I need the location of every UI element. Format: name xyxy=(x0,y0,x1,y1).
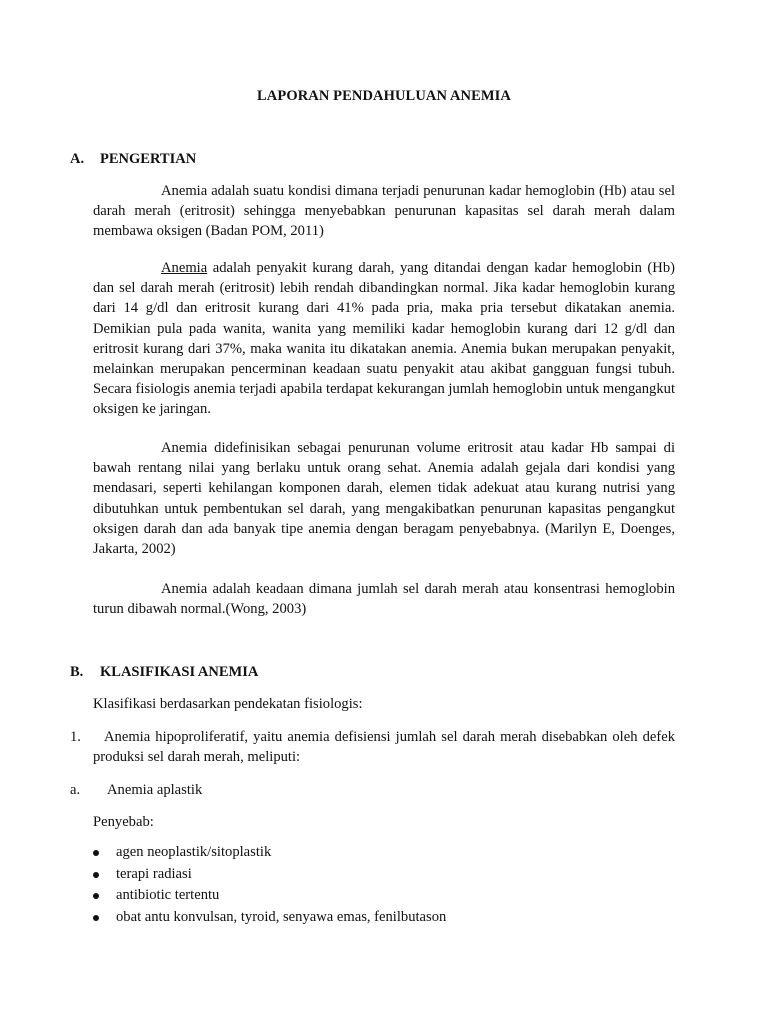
paragraph-text: Anemia adalah suatu kondisi dimana terjadi penurunan kadar hemoglobin (Hb) atau sel darah merah (eritrosit) sehingga menyebabkan penurunan kapasitas sel darah merah dalam membawa oksigen (Badan POM, 2011) xyxy=(93,183,675,240)
list-item-text: agen neoplastik/sitoplastik xyxy=(116,844,272,860)
list-marker: a. xyxy=(70,782,81,798)
paragraph-definition-3 xyxy=(93,438,675,559)
paragraph-text: Anemia adalah keadaan dimana jumlah sel darah merah atau konsentrasi hemoglobin turun dibawah normal.(Wong, 2003) xyxy=(93,581,675,618)
list-item-text: obat antu konvulsan, tyroid, senyawa emas, fenilbutason xyxy=(116,908,447,925)
list-item-text: Anemia hipoproliferatif, yaitu anemia defisiensi jumlah sel darah merah disebabkan oleh defek produksi sel darah merah, meliputi: xyxy=(93,729,675,766)
numbered-item-1 xyxy=(70,727,675,767)
section-a-heading xyxy=(70,151,196,168)
section-b-number: B. xyxy=(70,664,84,680)
bullet-icon xyxy=(93,915,99,921)
list-item-text: Anemia aplastik xyxy=(107,782,203,798)
bullet-icon xyxy=(93,872,99,878)
cause-label: Penyebab: xyxy=(93,814,154,830)
bullet-icon xyxy=(93,893,99,899)
list-marker: 1. xyxy=(70,729,81,745)
underlined-term: Anemia xyxy=(161,260,208,276)
section-b-title: KLASIFIKASI ANEMIA xyxy=(100,664,259,680)
paragraph-definition-4 xyxy=(93,579,675,619)
section-a-title: PENGERTIAN xyxy=(100,151,197,167)
paragraph-text: adalah penyakit kurang darah, yang ditandai dengan kadar hemoglobin (Hb) dan sel darah merah (eritrosit) lebih rendah dibandingkan normal. Jika kadar hemoglobin kurang dari 14 g/dl dan eritrosit kurang dari 41% pada pria, maka pria tersebut dikatakan anemia. Demikian pula pada wanita, wanita yang memiliki kadar hemoglobin kurang dari 12 g/dl dan eritrosit kurang dari 37%, maka wanita itu dikatakan anemia. Anemia bukan merupakan penyakit, melainkan merupakan pencerminan keadaan suatu penyakit atau akibat gangguan fungsi tubuh. Secara fisiologis anemia terjadi apabila terdapat kekurangan jumlah hemoglobin untuk mengangkut oksigen ke jaringan. xyxy=(93,260,675,418)
classification-intro: Klasifikasi berdasarkan pendekatan fisiologis: xyxy=(93,696,363,712)
list-item-text: terapi radiasi xyxy=(116,865,192,882)
paragraph-text: Anemia didefinisikan sebagai penurunan volume eritrosit atau kadar Hb sampai di bawah rentang nilai yang berlaku untuk orang sehat. Anemia adalah gejala dari kondisi yang mendasari, seperti kehilangan komponen darah, elemen tidak adekuat atau kurang nutrisi yang dibutuhkan untuk pembentukan sel darah, yang mengakibatkan penurunan kapasitas pengangkut oksigen darah dan ada banyak tipe anemia dengan beragam penyebabnya. (Marilyn E, Doenges, Jakarta, 2002) xyxy=(93,440,675,558)
section-b-heading xyxy=(70,664,258,681)
lettered-item-a xyxy=(70,780,675,800)
list-item xyxy=(93,842,446,864)
list-item xyxy=(93,885,446,907)
bullet-icon xyxy=(93,850,99,856)
list-item xyxy=(93,907,446,929)
paragraph-definition-2 xyxy=(93,258,675,420)
section-a-number: A. xyxy=(70,151,85,167)
list-item-text: antibiotic tertentu xyxy=(116,887,220,903)
document-title: LAPORAN PENDAHULUAN ANEMIA xyxy=(257,88,511,104)
list-item xyxy=(93,864,446,886)
paragraph-definition-1 xyxy=(93,181,675,242)
cause-list xyxy=(93,842,446,928)
